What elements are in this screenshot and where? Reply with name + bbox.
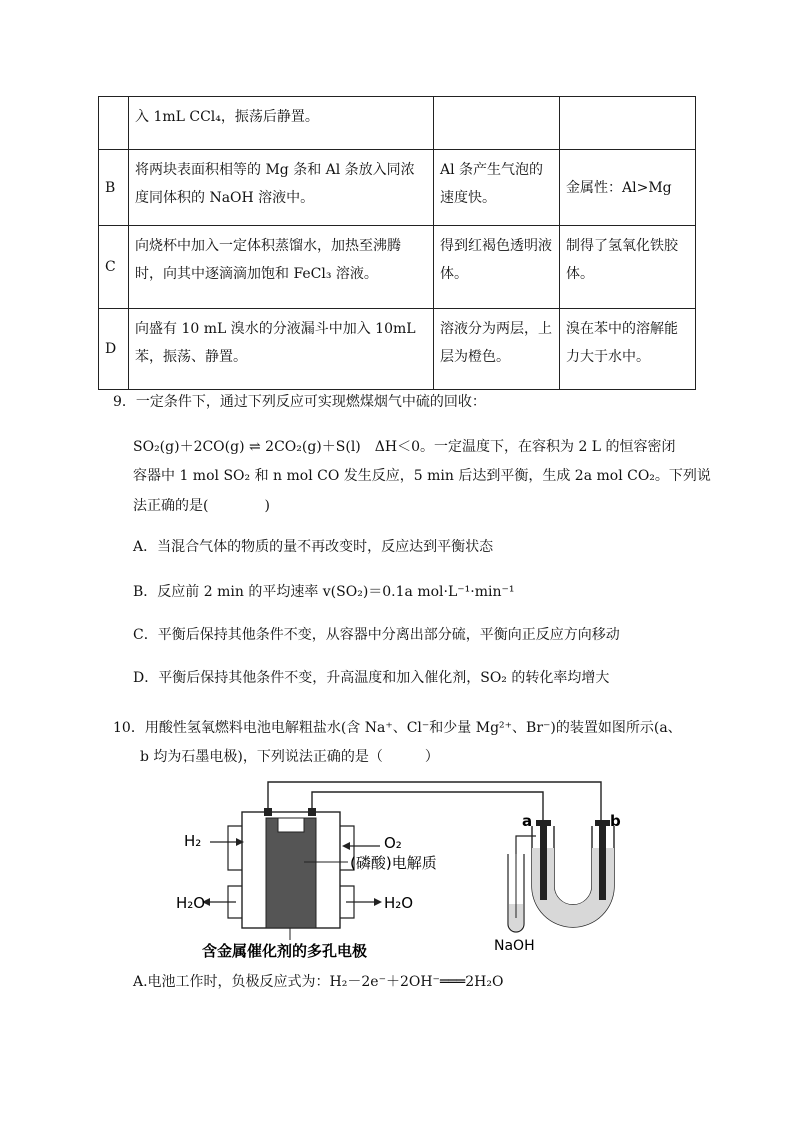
operation-cell: 将两块表面积相等的 Mg 条和 Al 条放入同浓度同体积的 NaOH 溶液中。: [129, 150, 434, 226]
operation-cell: 入 1mL CCl₄，振荡后静置。: [129, 97, 434, 150]
q9-stem: 9．一定条件下，通过下列反应可实现燃煤烟气中硫的回收：: [113, 394, 486, 410]
h2o-right-label: H₂O: [384, 894, 414, 912]
h2o-left-label: H₂O: [176, 894, 206, 912]
conclusion-cell: 金属性：Al>Mg: [560, 150, 696, 226]
u-tube-electrolyzer: [508, 820, 614, 932]
outer-wire: [268, 782, 601, 820]
q10-stem-line2: b 均为石墨电极)，下列说法正确的是（ ）: [140, 749, 439, 765]
o2-label: O₂: [384, 834, 402, 852]
table-row: [99, 226, 696, 309]
fuel-cell: [202, 808, 382, 940]
electrode-b: [599, 820, 606, 900]
phenomenon-cell: 得到红褐色透明液体。: [434, 226, 560, 309]
phenomenon-cell: Al 条产生气泡的速度快。: [434, 150, 560, 226]
table-row: [99, 309, 696, 390]
row-label: [99, 97, 129, 150]
conclusion-cell: 溴在苯中的溶解能力大于水中。: [560, 309, 696, 390]
inner-wire: [312, 792, 543, 820]
q9-stem-line3: 法正确的是( ): [133, 498, 270, 514]
q9-option-b: B．反应前 2 min 的平均速率 v(SO₂)＝0.1a mol·L⁻¹·min⁻¹: [133, 584, 515, 600]
phenomenon-cell: [434, 97, 560, 150]
fuel-cell-electrolysis-figure: [170, 778, 640, 968]
q9-option-c: C．平衡后保持其他条件不变，从容器中分离出部分硫，平衡向正反应方向移动: [133, 627, 620, 643]
table-row: [99, 97, 696, 150]
conclusion-cell: 制得了氢氧化铁胶体。: [560, 226, 696, 309]
h2-label: H₂: [184, 832, 202, 850]
experiment-table: [98, 96, 696, 390]
table-row: [99, 150, 696, 226]
electrode-a-label: a: [522, 812, 533, 830]
phenomenon-cell: 溶液分为两层，上层为橙色。: [434, 309, 560, 390]
electrode-caption: 含金属催化剂的多孔电极: [202, 942, 368, 960]
electrolyte-label: (磷酸)电解质: [350, 854, 437, 872]
q10-option-a: A.电池工作时，负极反应式为：H₂－2e⁻＋2OH⁻═══2H₂O: [133, 974, 504, 990]
q9-stem-line2: 容器中 1 mol SO₂ 和 n mol CO 发生反应，5 min 后达到平衡，生成 2a mol CO₂。下列说: [133, 468, 711, 484]
q10-stem-line1: 10．用酸性氢氧燃料电池电解粗盐水(含 Na⁺、Cl⁻和少量 Mg²⁺、Br⁻)的装置如图所示(a、: [113, 720, 682, 736]
row-label: B: [99, 150, 129, 226]
naoh-label: NaOH: [494, 938, 535, 954]
electrode-a: [540, 820, 547, 900]
conclusion-cell: [560, 97, 696, 150]
operation-cell: 向烧杯中加入一定体积蒸馏水，加热至沸腾时，向其中逐滴滴加饱和 FeCl₃ 溶液。: [129, 226, 434, 309]
operation-cell: 向盛有 10 mL 溴水的分液漏斗中加入 10mL 苯，振荡、静置。: [129, 309, 434, 390]
electrode-b-label: b: [610, 812, 621, 830]
q9-option-d: D．平衡后保持其他条件不变，升高温度和加入催化剂，SO₂ 的转化率均增大: [133, 670, 610, 686]
row-label: D: [99, 309, 129, 390]
row-label: C: [99, 226, 129, 309]
q9-option-a: A．当混合气体的物质的量不再改变时，反应达到平衡状态: [133, 539, 494, 555]
q9-equation-line: SO₂(g)＋2CO(g) ⇌ 2CO₂(g)＋S(l) ΔH＜0。一定温度下，在容积为 2 L 的恒容密闭: [133, 439, 676, 455]
